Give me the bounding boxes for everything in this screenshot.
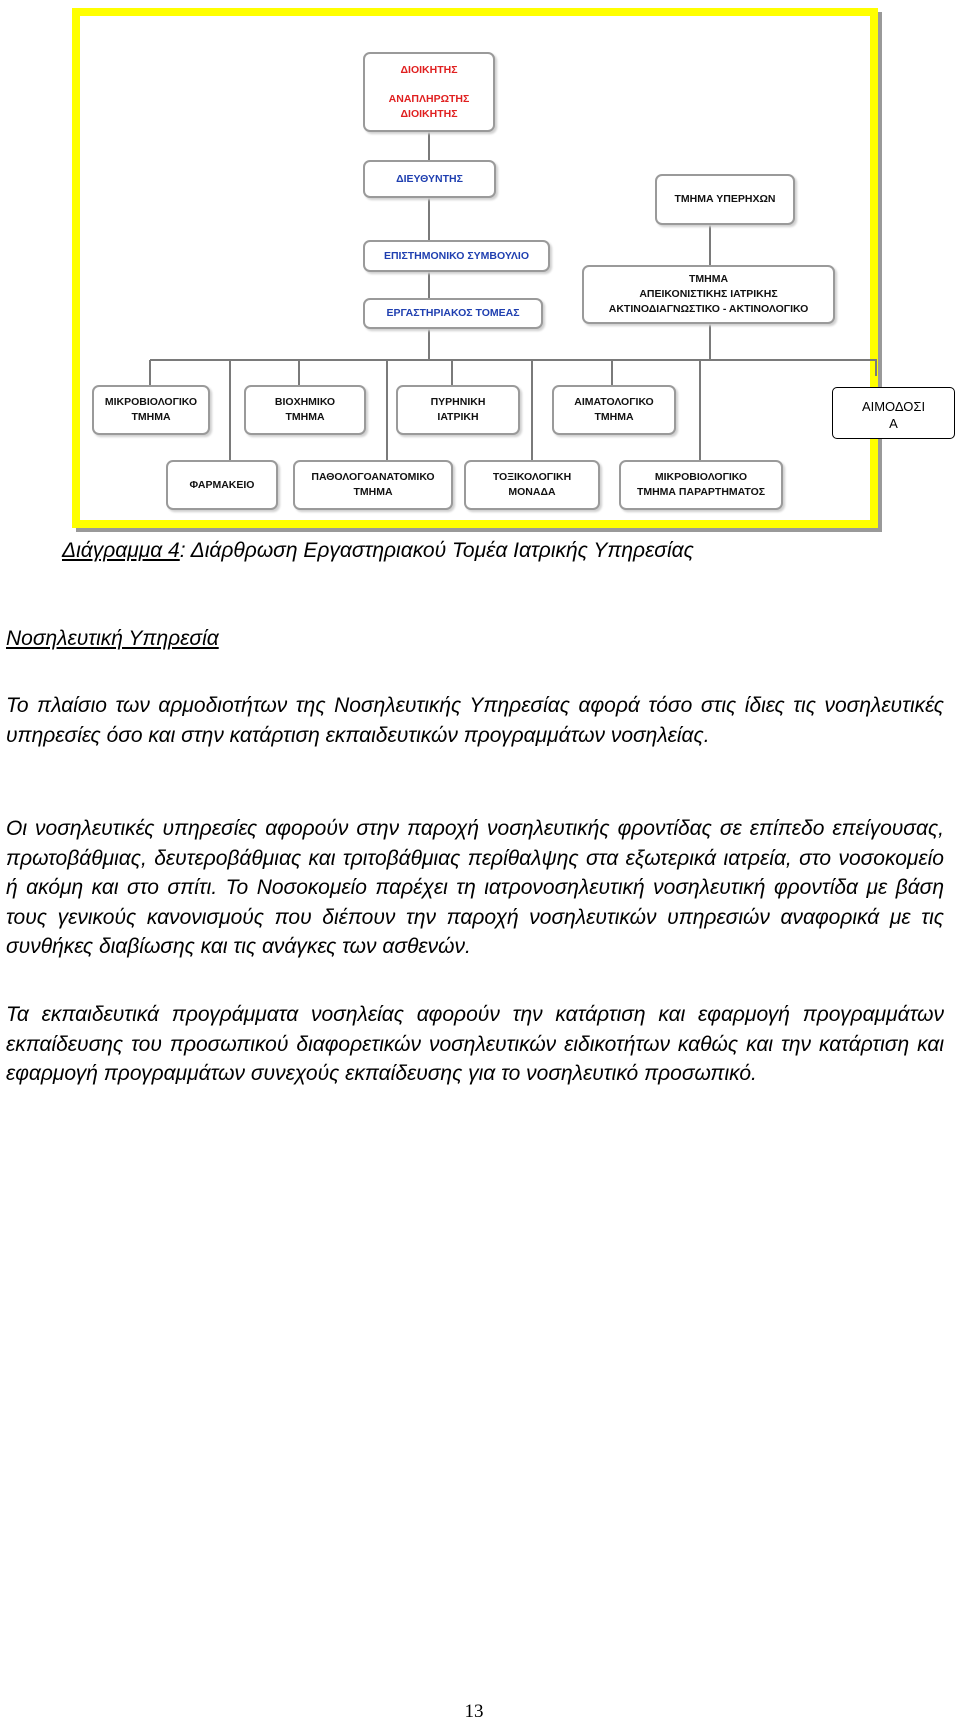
pharmacy-label: ΦΑΡΜΑΚΕΙΟ bbox=[189, 478, 255, 491]
microbiology-box bbox=[92, 385, 210, 435]
scientific-council-label: ΕΠΙΣΤΗΜΟΝΙΚΟ ΣΥΜΒΟΥΛΙΟ bbox=[383, 249, 530, 262]
microbiology-label-1: ΜΙΚΡΟΒΙΟΛΟΓΙΚΟ bbox=[104, 396, 198, 408]
director-label: ΔΙΟΙΚΗΤΗΣ bbox=[400, 63, 458, 76]
imaging-box bbox=[582, 265, 835, 324]
caption-prefix: Διάγραμμα 4 bbox=[62, 539, 180, 562]
nuclear-medicine-box bbox=[396, 385, 520, 435]
pharmacy-box bbox=[166, 460, 278, 510]
biochemistry-box bbox=[244, 385, 366, 435]
biochemistry-label-2: ΤΜΗΜΑ bbox=[285, 411, 325, 423]
page-number: 13 bbox=[464, 1701, 484, 1722]
annex-microbiology-label-1: ΜΙΚΡΟΒΙΟΛΟΓΙΚΟ bbox=[654, 471, 748, 483]
nuclear-medicine-label-2: ΙΑΤΡΙΚΗ bbox=[437, 411, 479, 423]
blood-bank-label-1: ΑΙΜΟΔΟΣΙ bbox=[861, 399, 926, 414]
imaging-label-2: ΑΠΕΙΚΟΝΙΣΤΙΚΗΣ ΙΑΤΡΙΚΗΣ bbox=[639, 288, 778, 300]
hematology-box bbox=[552, 385, 676, 435]
manager-label: ΔΙΕΥΘΥΝΤΗΣ bbox=[396, 172, 463, 185]
pathology-box bbox=[293, 460, 453, 510]
blood-bank-box bbox=[832, 387, 955, 439]
toxicology-label-2: ΜΟΝΑΔΑ bbox=[508, 486, 556, 498]
hematology-label-1: ΑΙΜΑΤΟΛΟΓΙΚΟ bbox=[574, 396, 654, 408]
connector-bus-side bbox=[870, 360, 876, 376]
toxicology-box bbox=[464, 460, 600, 510]
deputy-director-label: ΑΝΑΠΛΗΡΩΤΗΣ ΔΙΟΙΚΗΤΗΣ bbox=[388, 92, 470, 120]
nuclear-medicine-label-1: ΠΥΡΗΝΙΚΗ bbox=[430, 396, 486, 408]
paragraph-2: Οι νοσηλευτικές υπηρεσίες αφορούν στην παροχή νοσηλευτικής φροντίδας σε επίπεδο επείγουσας, πρωτοβάθμιας, δευτεροβάθμιας και τριτοβάθμιας περίθαλψης στα εξωτερικά ιατρεία, στο νοσοκομείο ή ακόμη και στο σπίτι. Το Νοσοκομείο παρέχει τη ιατρονοσηλευτική νοσηλευτική φροντίδα με βάση τους γενικούς κανονισμούς που διέπουν την παροχή νοσηλευτικών υπηρεσιών αναφορικά με τις συνθήκες διαβίωσης και τις ανάγκες των ασθενών. bbox=[6, 817, 944, 958]
hematology-label-2: ΤΜΗΜΑ bbox=[594, 411, 634, 423]
ultrasound-label: ΤΜΗΜΑ ΥΠΕΡΗΧΩΝ bbox=[674, 193, 776, 205]
paragraph-3: Τα εκπαιδευτικά προγράμματα νοσηλείας αφορούν την κατάρτιση και εφαρμογή προγραμμάτων εκπαίδευσης του προσωπικού διαφορετικών νοσηλευτικών ειδικοτήτων καθώς και την κατάρτιση και εφαρμογή προγραμμάτων συνεχούς εκπαίδευσης για το νοσηλευτικό προσωπικό. bbox=[6, 1003, 944, 1085]
caption-text: : Διάρθρωση Εργαστηριακού Τομέα Ιατρικής Υπηρεσίας bbox=[179, 539, 694, 562]
lab-sector-box bbox=[363, 298, 543, 329]
pathology-label-2: ΤΜΗΜΑ bbox=[353, 486, 393, 498]
blood-bank-label-2: Α bbox=[889, 416, 898, 431]
ultrasound-box bbox=[655, 174, 795, 225]
toxicology-label-1: ΤΟΞΙΚΟΛΟΓΙΚΗ bbox=[492, 471, 572, 483]
lab-sector-label: ΕΡΓΑΣΤΗΡΙΑΚΟΣ ΤΟΜΕΑΣ bbox=[386, 307, 520, 319]
section-heading: Νοσηλευτική Υπηρεσία bbox=[6, 627, 219, 650]
pathology-label-1: ΠΑΘΟΛΟΓΟΑΝΑΤΟΜΙΚΟ bbox=[311, 471, 435, 483]
director-box bbox=[363, 52, 495, 132]
figure-caption bbox=[62, 539, 694, 563]
annex-microbiology-box bbox=[619, 460, 783, 510]
biochemistry-label-1: ΒΙΟΧΗΜΙΚΟ bbox=[274, 396, 336, 408]
annex-microbiology-label-2: ΤΜΗΜΑ ΠΑΡΑΡΤΗΜΑΤΟΣ bbox=[636, 486, 766, 498]
microbiology-label-2: ΤΜΗΜΑ bbox=[131, 411, 171, 423]
imaging-label-1: ΤΜΗΜΑ bbox=[688, 273, 729, 285]
paragraph-1: Το πλαίσιο των αρμοδιοτήτων της Νοσηλευτικής Υπηρεσίας αφορά τόσο στις ίδιες τις νοσηλευτικές υπηρεσίες όσο και στην κατάρτιση εκπαιδευτικών προγραμμάτων νοσηλείας. bbox=[6, 694, 944, 747]
scientific-council-box bbox=[363, 240, 550, 272]
manager-box bbox=[363, 160, 496, 198]
imaging-label-3: ΑΚΤΙΝΟΔΙΑΓΝΩΣΤΙΚΟ - ΑΚΤΙΝΟΛΟΓΙΚΟ bbox=[608, 303, 809, 315]
